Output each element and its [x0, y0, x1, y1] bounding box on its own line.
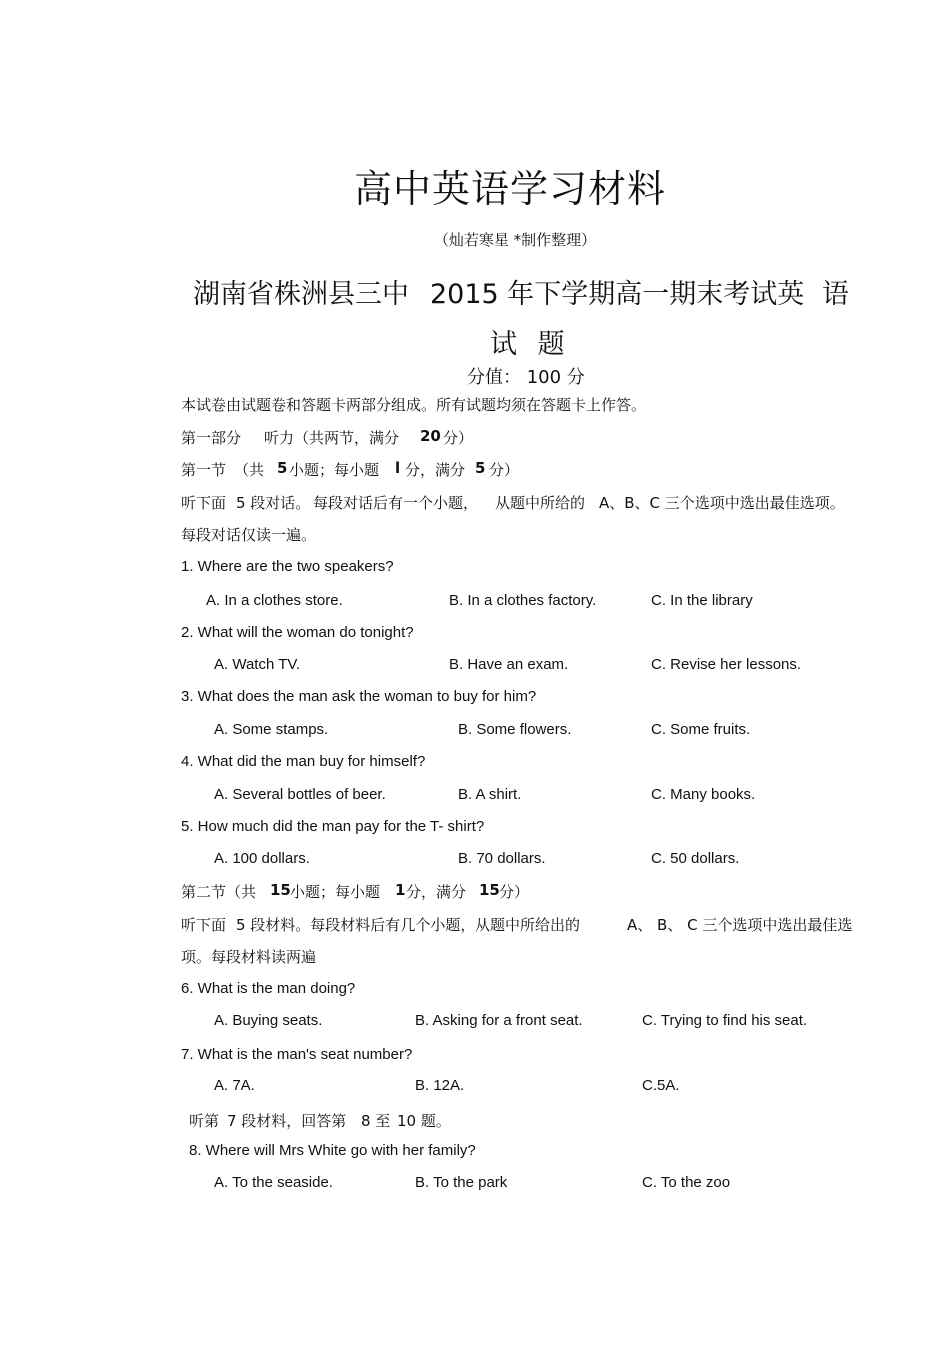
question-5-option-c: C. 50 dollars.: [651, 850, 740, 867]
intro-text: 本试卷由试题卷和答题卡两部分组成。所有试题均须在答题卡上作答。: [181, 396, 647, 414]
listen7-c: 8 至: [361, 1112, 391, 1130]
question-8-option-a: A. To the seaside.: [214, 1174, 333, 1191]
question-3: 3. What does the man ask the woman to buy for him?: [181, 688, 537, 705]
question-6: 6. What is the man doing?: [181, 980, 356, 997]
section1-instr-a: 听下面: [181, 494, 227, 512]
section1-mid1: 小题；每小题: [289, 461, 380, 479]
section2-instr-b: 从题中所给出的: [475, 916, 581, 934]
question-3-option-c: C. Some fruits.: [651, 721, 751, 738]
question-6-option-a: A. Buying seats.: [214, 1012, 323, 1029]
question-6-option-b: B. Asking for a front seat.: [415, 1012, 583, 1029]
section2-mid2: 分，满分: [406, 883, 467, 901]
question-7-option-c: C.5A.: [642, 1077, 680, 1094]
question-2-option-b: B. Have an exam.: [449, 656, 569, 673]
listen7-d: 10 题。: [397, 1112, 451, 1130]
listen7-a: 听第: [189, 1112, 220, 1130]
question-8-option-b: B. To the park: [415, 1174, 508, 1191]
question-2: 2. What will the woman do tonight?: [181, 624, 414, 641]
question-4-option-c: C. Many books.: [651, 786, 756, 803]
exam-score: 分值： 100 分: [467, 367, 585, 388]
section2-mid1: 小题；每小题: [290, 883, 381, 901]
question-8: 8. Where will Mrs White go with her family?: [189, 1142, 476, 1159]
section1-instr-num: 5 段对话。: [236, 494, 311, 512]
section1-label: 第一节: [181, 461, 227, 479]
compiler-note: （灿若寒星 *制作整理）: [433, 231, 597, 249]
section2-tail: 分）: [499, 883, 530, 901]
section2-label: 第二节（共: [181, 883, 257, 901]
section1-instr-b: 每段对话后有一个小题，: [313, 494, 479, 512]
question-1-option-c: C. In the library: [651, 592, 753, 609]
section1-mid2: 分，满分: [405, 461, 466, 479]
section1-per: l: [395, 459, 401, 477]
part1-points: 20: [420, 427, 441, 445]
section1-instr-opts: A、B、C 三个选项中选出最佳选项。: [599, 494, 845, 512]
question-7-option-a: A. 7A.: [214, 1077, 255, 1094]
section1-instr-line2: 每段对话仅读一遍。: [181, 526, 317, 544]
part1-name: 听力（共两节，满分: [264, 429, 400, 447]
question-4-option-a: A. Several bottles of beer.: [214, 786, 386, 803]
question-5-option-b: B. 70 dollars.: [458, 850, 546, 867]
question-1-option-b: B. In a clothes factory.: [449, 592, 597, 609]
question-2-option-c: C. Revise her lessons.: [651, 656, 802, 673]
section2-instr-a: 听下面: [181, 916, 227, 934]
question-7-option-b: B. 12A.: [415, 1077, 465, 1094]
section2-instr-line2: 项。每段材料读两遍: [181, 948, 317, 966]
section2-count: 15: [270, 881, 291, 899]
section1-count: 5: [277, 459, 288, 477]
exam-title-term: 2015 年下学期高一期末考试英: [430, 279, 805, 310]
section2-total: 15: [479, 881, 500, 899]
section1-total: 5: [475, 459, 486, 477]
question-2-option-a: A. Watch TV.: [214, 656, 301, 673]
exam-title-school: 湖南省株洲县三中: [193, 279, 409, 310]
question-1-option-a: A. In a clothes store.: [206, 592, 343, 609]
exam-title-line2: 试 题: [490, 329, 571, 360]
document-title: 高中英语学习材料: [353, 167, 666, 211]
question-6-option-c: C. Trying to find his seat.: [642, 1012, 808, 1029]
question-3-option-a: A. Some stamps.: [214, 721, 329, 738]
question-8-option-c: C. To the zoo: [642, 1174, 731, 1191]
section1-open: （共: [234, 461, 265, 479]
listen7-b: 7 段材料，回答第: [227, 1112, 347, 1130]
section2-per: 1: [395, 881, 406, 899]
part1-label: 第一部分: [181, 429, 242, 447]
section2-instr-opts: A、 B、 C 三个选项中选出最佳选: [627, 916, 853, 934]
section1-tail: 分）: [489, 461, 520, 479]
question-3-option-b: B. Some flowers.: [458, 721, 572, 738]
question-1: 1. Where are the two speakers?: [181, 558, 394, 575]
question-7: 7. What is the man's seat number?: [181, 1046, 413, 1063]
section1-instr-c: 从题中所给的: [495, 494, 586, 512]
section2-instr-num: 5 段材料。每段材料后有几个小题，: [236, 916, 476, 934]
exam-title-subject-end: 语: [822, 279, 849, 310]
question-4-option-b: B. A shirt.: [458, 786, 522, 803]
question-5-option-a: A. 100 dollars.: [214, 850, 310, 867]
question-5: 5. How much did the man pay for the T- shirt?: [181, 818, 485, 835]
part1-tail: 分）: [443, 429, 474, 447]
question-4: 4. What did the man buy for himself?: [181, 753, 426, 770]
